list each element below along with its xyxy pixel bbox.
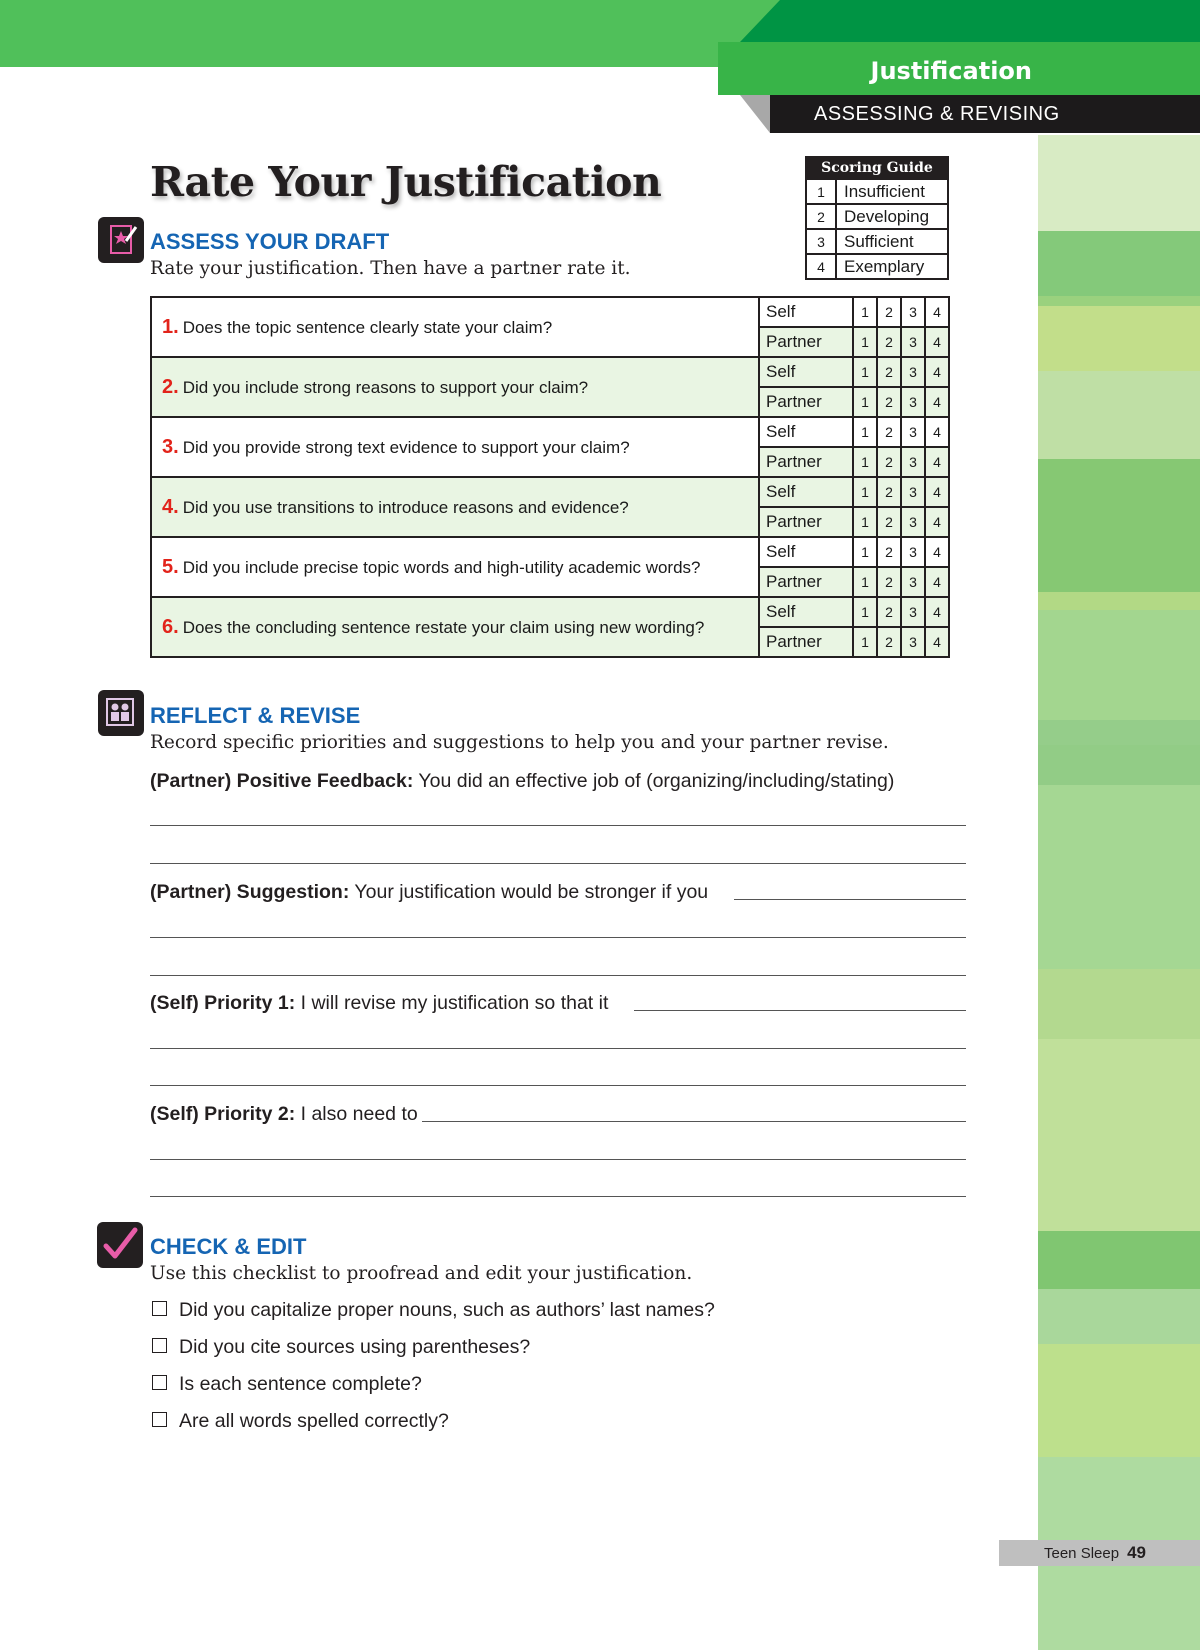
scoring-level-num: 3 — [806, 229, 836, 254]
rubric-question — [151, 477, 759, 537]
score-option[interactable]: 2 — [877, 627, 901, 657]
score-option[interactable]: 3 — [901, 327, 925, 357]
score-option[interactable]: 2 — [877, 507, 901, 537]
rubric-question — [151, 597, 759, 657]
suggestion-prompt — [150, 881, 708, 904]
score-option[interactable]: 2 — [877, 447, 901, 477]
write-line[interactable] — [150, 1196, 966, 1197]
write-line[interactable] — [150, 975, 966, 976]
score-option[interactable]: 1 — [853, 327, 877, 357]
write-line[interactable] — [734, 899, 966, 900]
score-option[interactable]: 2 — [877, 327, 901, 357]
reflect-heading: REFLECT & REVISE — [150, 703, 361, 728]
rubric-question — [151, 417, 759, 477]
write-line[interactable] — [150, 937, 966, 938]
score-option[interactable]: 1 — [853, 387, 877, 417]
score-option[interactable]: 4 — [925, 327, 949, 357]
prompt-text: You did an effective job of (organizing/including/stating) — [413, 770, 895, 792]
prompt-label: (Self) Priority 2: — [150, 1103, 296, 1125]
rubric-table — [150, 296, 950, 658]
checklist-item[interactable] — [152, 1299, 715, 1322]
rater-self-label: Self — [759, 597, 853, 627]
question-number: 2. — [162, 375, 179, 398]
assess-heading: ASSESS YOUR DRAFT — [150, 229, 390, 254]
section-title: Justification — [718, 42, 1200, 95]
question-number: 3. — [162, 435, 179, 458]
score-option[interactable]: 3 — [901, 357, 925, 387]
score-option[interactable]: 1 — [853, 507, 877, 537]
write-line[interactable] — [150, 1159, 966, 1160]
score-option[interactable]: 4 — [925, 627, 949, 657]
score-option[interactable]: 3 — [901, 447, 925, 477]
score-option[interactable]: 4 — [925, 597, 949, 627]
subtitle-wedge — [740, 95, 770, 133]
score-option[interactable]: 3 — [901, 387, 925, 417]
rubric-question — [151, 357, 759, 417]
score-option[interactable]: 2 — [877, 297, 901, 327]
reflect-revise-icon — [98, 690, 144, 736]
checkbox[interactable] — [152, 1301, 167, 1316]
score-option[interactable]: 3 — [901, 417, 925, 447]
priority-1-prompt — [150, 992, 608, 1015]
score-option[interactable]: 4 — [925, 507, 949, 537]
question-text: Does the topic sentence clearly state your claim? — [182, 317, 553, 337]
check-instruction: Use this checklist to proofread and edit your justification. — [150, 1263, 693, 1284]
assess-instruction: Rate your justification. Then have a partner rate it. — [150, 258, 631, 279]
question-text: Does the concluding sentence restate your claim using new wording? — [182, 617, 705, 637]
rater-partner-label: Partner — [759, 567, 853, 597]
score-option[interactable]: 2 — [877, 597, 901, 627]
rubric-row-self — [151, 477, 949, 507]
score-option[interactable]: 2 — [877, 537, 901, 567]
rater-partner-label: Partner — [759, 447, 853, 477]
scoring-guide-title: Scoring Guide — [806, 157, 948, 179]
write-line[interactable] — [634, 1010, 966, 1011]
question-text: Did you include strong reasons to support your claim? — [182, 377, 589, 397]
checkmark-icon — [97, 1222, 143, 1268]
write-line[interactable] — [150, 863, 966, 864]
score-option[interactable]: 2 — [877, 567, 901, 597]
section-subtitle: ASSESSING & REVISING — [770, 95, 1200, 133]
score-option[interactable]: 4 — [925, 567, 949, 597]
page-footer — [999, 1540, 1200, 1566]
checklist-item-text: Is each sentence complete? — [179, 1373, 422, 1395]
score-option[interactable]: 4 — [925, 387, 949, 417]
question-number: 6. — [162, 615, 179, 638]
score-option[interactable]: 1 — [853, 447, 877, 477]
scoring-guide — [805, 156, 949, 280]
write-line[interactable] — [422, 1121, 966, 1122]
score-option[interactable]: 2 — [877, 387, 901, 417]
check-heading: CHECK & EDIT — [150, 1234, 307, 1259]
question-number: 5. — [162, 555, 179, 578]
rubric-row-self — [151, 537, 949, 567]
side-stripes — [1038, 135, 1200, 1600]
scoring-level-label: Sufficient — [836, 229, 948, 254]
prompt-label: (Self) Priority 1: — [150, 992, 296, 1014]
rubric-question — [151, 537, 759, 597]
rubric-row-self — [151, 297, 949, 327]
score-option[interactable]: 3 — [901, 537, 925, 567]
prompt-text: I will revise my justification so that it — [295, 992, 609, 1014]
rater-partner-label: Partner — [759, 387, 853, 417]
checklist-item[interactable] — [152, 1373, 422, 1396]
score-option[interactable]: 3 — [901, 507, 925, 537]
rater-partner-label: Partner — [759, 627, 853, 657]
page-number: 49 — [1127, 1543, 1146, 1562]
rater-partner-label: Partner — [759, 327, 853, 357]
score-option[interactable]: 1 — [853, 597, 877, 627]
score-option[interactable]: 3 — [901, 567, 925, 597]
score-option[interactable]: 1 — [853, 357, 877, 387]
rubric-question — [151, 297, 759, 357]
question-text: Did you use transitions to introduce reasons and evidence? — [182, 497, 629, 517]
score-option[interactable]: 3 — [901, 297, 925, 327]
score-option[interactable]: 1 — [853, 297, 877, 327]
rater-self-label: Self — [759, 417, 853, 447]
scoring-level-num: 2 — [806, 204, 836, 229]
scoring-level-label: Insufficient — [836, 179, 948, 204]
question-number: 4. — [162, 495, 179, 518]
score-option[interactable]: 1 — [853, 417, 877, 447]
score-option[interactable]: 3 — [901, 627, 925, 657]
prompt-label: (Partner) Positive Feedback: — [150, 770, 414, 792]
scoring-level — [806, 254, 948, 279]
rubric-row-self — [151, 417, 949, 447]
checkbox[interactable] — [152, 1412, 167, 1427]
checklist-item[interactable] — [152, 1336, 530, 1359]
checklist-item[interactable] — [152, 1410, 449, 1433]
checklist-item-text: Did you capitalize proper nouns, such as authors’ last names? — [179, 1299, 715, 1321]
score-option[interactable]: 1 — [853, 627, 877, 657]
scoring-level-num: 4 — [806, 254, 836, 279]
score-option[interactable]: 3 — [901, 477, 925, 507]
write-line[interactable] — [150, 1048, 966, 1049]
prompt-text: I also need to — [295, 1103, 418, 1125]
score-option[interactable]: 2 — [877, 477, 901, 507]
score-option[interactable]: 4 — [925, 477, 949, 507]
positive-feedback-prompt — [150, 770, 894, 793]
checklist-item-text: Did you cite sources using parentheses? — [179, 1336, 531, 1358]
book-title: Teen Sleep — [1044, 1545, 1120, 1562]
checkbox[interactable] — [152, 1338, 167, 1353]
question-text: Did you provide strong text evidence to support your claim? — [182, 437, 630, 457]
page-title: Rate Your Justification — [150, 158, 662, 206]
rater-self-label: Self — [759, 477, 853, 507]
question-text: Did you include precise topic words and high-utility academic words? — [182, 557, 701, 577]
scoring-level-label: Exemplary — [836, 254, 948, 279]
question-number: 1. — [162, 315, 179, 338]
rater-partner-label: Partner — [759, 507, 853, 537]
scoring-level-num: 1 — [806, 179, 836, 204]
score-option[interactable]: 4 — [925, 297, 949, 327]
scoring-level-label: Developing — [836, 204, 948, 229]
write-line[interactable] — [150, 825, 966, 826]
priority-2-prompt — [150, 1103, 418, 1126]
score-option[interactable]: 1 — [853, 477, 877, 507]
assess-draft-icon — [98, 217, 144, 263]
reflect-instruction: Record specific priorities and suggestions to help you and your partner revise. — [150, 732, 889, 753]
top-banner-accent — [740, 0, 1200, 42]
score-option[interactable]: 2 — [877, 357, 901, 387]
scoring-level — [806, 204, 948, 229]
rubric-row-self — [151, 357, 949, 387]
prompt-label: (Partner) Suggestion: — [150, 881, 350, 903]
rater-self-label: Self — [759, 297, 853, 327]
score-option[interactable]: 1 — [853, 537, 877, 567]
score-option[interactable]: 4 — [925, 357, 949, 387]
score-option[interactable]: 1 — [853, 567, 877, 597]
rater-self-label: Self — [759, 357, 853, 387]
checkbox[interactable] — [152, 1375, 167, 1390]
rater-self-label: Self — [759, 537, 853, 567]
prompt-text: Your justification would be stronger if you — [349, 881, 709, 903]
score-option[interactable]: 4 — [925, 447, 949, 477]
score-option[interactable]: 4 — [925, 417, 949, 447]
score-option[interactable]: 3 — [901, 597, 925, 627]
scoring-level — [806, 229, 948, 254]
checklist-item-text: Are all words spelled correctly? — [179, 1410, 449, 1432]
scoring-level — [806, 179, 948, 204]
score-option[interactable]: 2 — [877, 417, 901, 447]
write-line[interactable] — [150, 1085, 966, 1086]
rubric-row-self — [151, 597, 949, 627]
score-option[interactable]: 4 — [925, 537, 949, 567]
